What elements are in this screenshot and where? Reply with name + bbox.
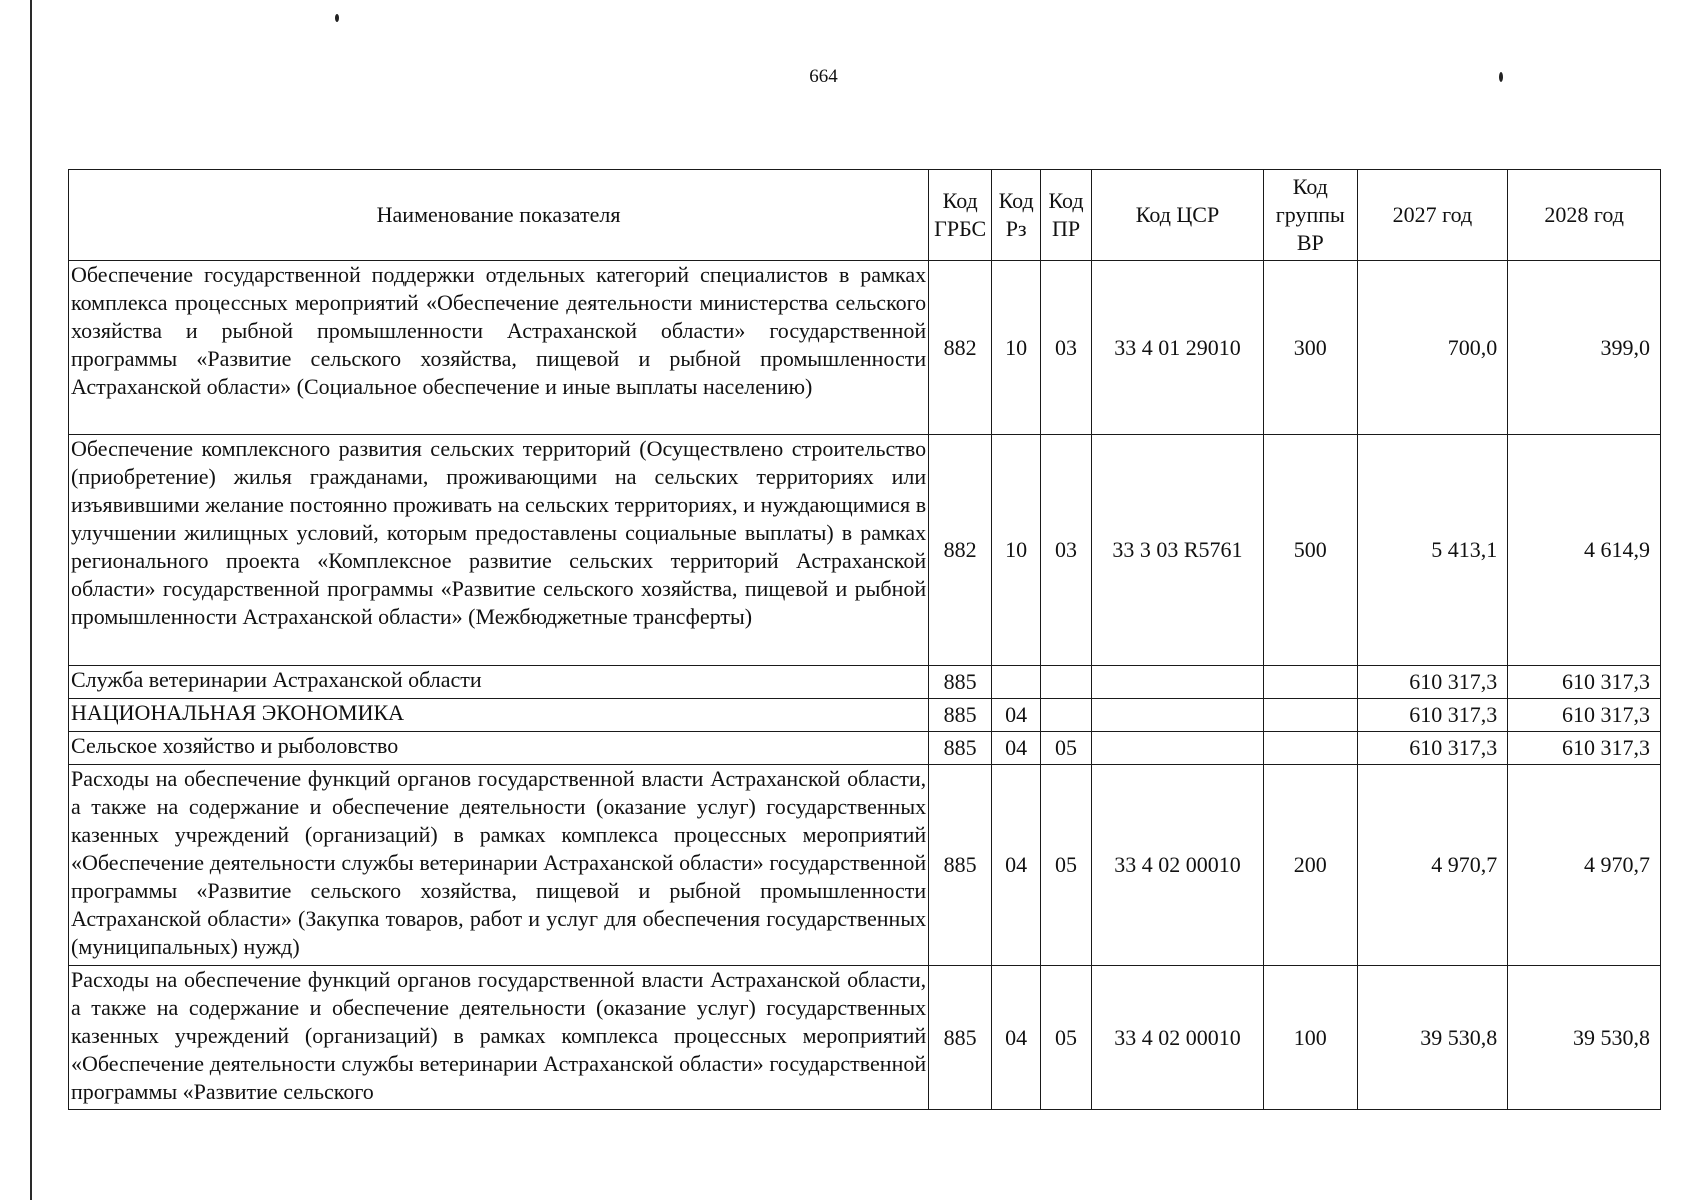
row-value-2028: 399,0 [1508,261,1661,435]
row-indicator-name: НАЦИОНАЛЬНАЯ ЭКОНОМИКА [69,699,929,732]
header-indicator-name: Наименование показателя [69,170,929,261]
scan-speck [335,14,339,22]
row-value-2028: 39 530,8 [1508,966,1661,1110]
row-pr-code: 05 [1041,765,1092,966]
row-indicator-name [69,966,929,1110]
row-value-2027: 610 317,3 [1357,699,1508,732]
row-vr-code: 300 [1263,261,1357,435]
row-csr-code [1091,699,1263,732]
row-csr-code: 33 3 03 R5761 [1091,435,1263,666]
row-vr-code [1263,732,1357,765]
row-csr-code: 33 4 01 29010 [1091,261,1263,435]
row-csr-code [1091,732,1263,765]
row-value-2027: 4 970,7 [1357,765,1508,966]
row-vr-code [1263,666,1357,699]
row-csr-code: 33 4 02 00010 [1091,765,1263,966]
row-indicator-name: Служба ветеринарии Астраханской области [69,666,929,699]
row-rz-code: 04 [992,699,1041,732]
row-pr-code [1041,666,1092,699]
page-number: 664 [809,66,838,87]
row-value-2027: 610 317,3 [1357,732,1508,765]
row-pr-code: 03 [1041,435,1092,666]
row-pr-code: 05 [1041,732,1092,765]
row-value-2027: 700,0 [1357,261,1508,435]
table-row [69,666,1661,699]
row-grbs-code: 885 [929,732,992,765]
table-row [69,435,1661,666]
row-csr-code [1091,666,1263,699]
table-row [69,699,1661,732]
row-pr-code: 03 [1041,261,1092,435]
header-year-2027: 2027 год [1357,170,1508,261]
row-vr-code: 200 [1263,765,1357,966]
row-value-2027: 610 317,3 [1357,666,1508,699]
header-vr-group-code: Код группы ВР [1263,170,1357,261]
row-grbs-code: 885 [929,699,992,732]
row-pr-code [1041,699,1092,732]
row-indicator-name: Расходы на обеспечение функций органов государственной власти Астраханской области, а также на содержание и обеспечение деятельности (оказание услуг) государственных казенных учреждений (организаций) в рамках комплекса процессных мероприятий «Обеспечение деятельности службы ветеринарии Астраханской области» государственной программы «Развитие сельского хозяйства, пищевой и рыбной промышленности Астраханской области» (Закупка товаров, работ и услуг для обеспечения государственных (муниципальных) нужд) [69,765,929,966]
row-indicator-name: Обеспечение государственной поддержки отдельных категорий специалистов в рамках комплекса процессных мероприятий «Обеспечение деятельности министерства сельского хозяйства и рыбной промышленности Астраханской области» государственной программы «Развитие сельского хозяйства, пищевой и рыбной промышленности Астраханской области» (Социальное обеспечение и иные выплаты населению) [69,261,929,435]
row-grbs-code: 882 [929,261,992,435]
row-rz-code: 04 [992,732,1041,765]
table-header-row [69,170,1661,261]
row-indicator-name: Обеспечение комплексного развития сельских территорий (Осуществлено строительство (приобретение) жилья гражданами, проживающими на сельских территориях или изъявившими желание постоянно проживать на сельских территориях, и нуждающимися в улучшении жилищных условий, которым предоставлены социальные выплаты) в рамках регионального проекта «Комплексное развитие сельских территорий Астраханской области» государственной программы «Развитие сельского хозяйства, пищевой и рыбной промышленности Астраханской области» (Межбюджетные трансферты) [69,435,929,666]
header-grbs-code: Код ГРБС [929,170,992,261]
row-value-2028: 4 614,9 [1508,435,1661,666]
table-row [69,261,1661,435]
row-csr-code: 33 4 02 00010 [1091,966,1263,1110]
row-indicator-name: Сельское хозяйство и рыболовство [69,732,929,765]
row-rz-code: 04 [992,966,1041,1110]
row-indicator-name-text: Расходы на обеспечение функций органов государственной власти Астраханской области, а также на содержание и обеспечение деятельности (оказание услуг) государственных казенных учреждений (организаций) в рамках комплекса процессных мероприятий «Обеспечение деятельности службы ветеринарии Астраханской области» государственной программы «Развитие сельского [71,967,927,1104]
row-value-2027: 5 413,1 [1357,435,1508,666]
row-value-2028: 610 317,3 [1508,699,1661,732]
row-vr-code: 500 [1263,435,1357,666]
row-rz-code [992,666,1041,699]
budget-table [68,169,1661,1110]
header-pr-code: Код ПР [1041,170,1092,261]
row-grbs-code: 885 [929,966,992,1110]
row-grbs-code: 885 [929,666,992,699]
binding-edge-line [30,0,32,1200]
row-vr-code: 100 [1263,966,1357,1110]
row-rz-code: 10 [992,435,1041,666]
row-rz-code: 10 [992,261,1041,435]
table-row [69,966,1661,1110]
row-rz-code: 04 [992,765,1041,966]
row-grbs-code: 882 [929,435,992,666]
table-row [69,765,1661,966]
row-value-2028: 610 317,3 [1508,732,1661,765]
header-csr-code: Код ЦСР [1091,170,1263,261]
row-value-2028: 610 317,3 [1508,666,1661,699]
header-year-2028: 2028 год [1508,170,1661,261]
row-pr-code: 05 [1041,966,1092,1110]
header-rz-code: Код Рз [992,170,1041,261]
row-value-2028: 4 970,7 [1508,765,1661,966]
row-vr-code [1263,699,1357,732]
table-row [69,732,1661,765]
row-grbs-code: 885 [929,765,992,966]
row-value-2027: 39 530,8 [1357,966,1508,1110]
